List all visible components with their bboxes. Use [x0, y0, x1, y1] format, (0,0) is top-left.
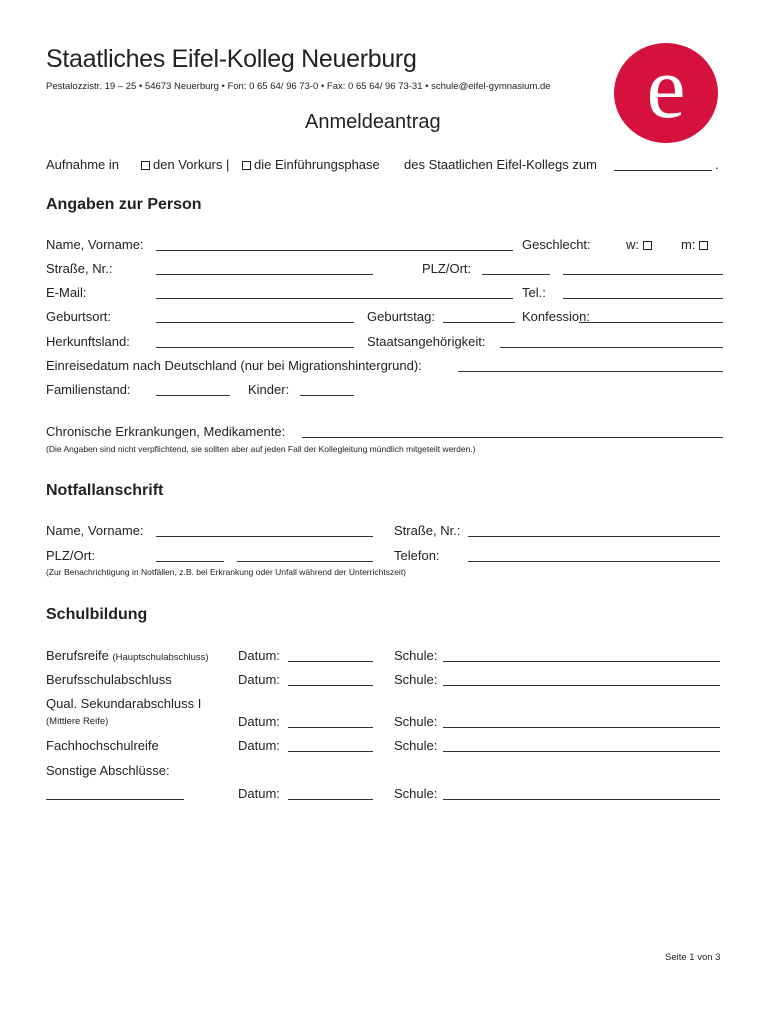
- sonstige-label: Sonstige Abschlüsse:: [46, 763, 170, 778]
- sonstige-schule-label: Schule:: [394, 786, 438, 801]
- geburtsort-label: Geburtsort:: [46, 309, 112, 324]
- notfall-name-label: Name, Vorname:: [46, 523, 144, 538]
- aufnahme-end: .: [715, 157, 719, 172]
- checkbox-m[interactable]: [699, 241, 708, 250]
- fach-datum-field[interactable]: [288, 751, 373, 752]
- notfall-name-field[interactable]: [156, 536, 373, 537]
- kinder-field[interactable]: [300, 395, 354, 396]
- qual-schule-field[interactable]: [443, 727, 720, 728]
- tel-label: Tel.:: [522, 285, 546, 300]
- strasse-label: Straße, Nr.:: [46, 261, 113, 276]
- logo-letter: e: [646, 43, 686, 137]
- berufsreife-datum-label: Datum:: [238, 648, 280, 663]
- aufnahme-date-field[interactable]: [614, 170, 712, 171]
- plz-field[interactable]: [482, 274, 550, 275]
- herkunft-label: Herkunftsland:: [46, 334, 130, 349]
- konfession-label: Konfession:: [522, 309, 590, 324]
- staat-label: Staatsangehörigkeit:: [367, 334, 486, 349]
- einreise-field[interactable]: [458, 371, 723, 372]
- konfession-field[interactable]: [579, 322, 723, 323]
- checkbox-vorkurs[interactable]: [141, 161, 150, 170]
- familienstand-field[interactable]: [156, 395, 230, 396]
- notfall-note: (Zur Benachrichtigung in Notfällen, z.B. bei Erkrankung oder Unfall während der Unterrichtszeit): [46, 567, 407, 577]
- plz-label: PLZ/Ort:: [422, 261, 472, 276]
- fach-schule-field[interactable]: [443, 751, 720, 752]
- sonstige-schule-field[interactable]: [443, 799, 720, 800]
- email-label: E-Mail:: [46, 285, 87, 300]
- qual-datum-label: Datum:: [238, 714, 280, 729]
- berufsschul-schule-label: Schule:: [394, 672, 438, 687]
- berufsschul-label: Berufsschulabschluss: [46, 672, 172, 687]
- name-label: Name, Vorname:: [46, 237, 144, 252]
- chronisch-label: Chronische Erkrankungen, Medikamente:: [46, 424, 286, 439]
- gender-m[interactable]: [681, 237, 711, 252]
- geburtsort-field[interactable]: [156, 322, 354, 323]
- form-title: Anmeldeantrag: [305, 111, 441, 133]
- chronisch-note: (Die Angaben sind nicht verpflichtend, sie sollten aber auf jeden Fall der Kollegleitung mündlich mitgeteilt werden.): [46, 444, 476, 454]
- notfall-telefon-label: Telefon:: [394, 548, 440, 563]
- strasse-field[interactable]: [156, 274, 373, 275]
- notfall-plz-field[interactable]: [156, 561, 224, 562]
- qual-datum-field[interactable]: [288, 727, 373, 728]
- notfall-plz-label: PLZ/Ort:: [46, 548, 96, 563]
- berufsreife-datum-field[interactable]: [288, 661, 373, 662]
- section-schul-heading: Schulbildung: [46, 606, 148, 623]
- herkunft-field[interactable]: [156, 347, 354, 348]
- notfall-strasse-label: Straße, Nr.:: [394, 523, 461, 538]
- sonstige-datum-label: Datum:: [238, 786, 280, 801]
- notfall-strasse-field[interactable]: [468, 536, 720, 537]
- berufsschul-schule-field[interactable]: [443, 685, 720, 686]
- fach-datum-label: Datum:: [238, 738, 280, 753]
- sonstige-datum-field[interactable]: [288, 799, 373, 800]
- staat-field[interactable]: [500, 347, 723, 348]
- fach-schule-label: Schule:: [394, 738, 438, 753]
- checkbox-w[interactable]: [643, 241, 652, 250]
- gender-w[interactable]: [626, 237, 655, 252]
- aufnahme-suffix: des Staatlichen Eifel-Kollegs zum: [404, 157, 597, 172]
- option-vorkurs-label: den Vorkurs |: [153, 157, 230, 172]
- geschlecht-label: Geschlecht:: [522, 237, 591, 252]
- page-number: Seite 1 von 3: [665, 952, 721, 963]
- geburtstag-label: Geburtstag:: [367, 309, 435, 324]
- option-vorkurs[interactable]: [141, 157, 229, 172]
- berufsreife-sub: (Hauptschulabschluss): [112, 652, 209, 663]
- option-einfuehrung-label: die Einführungsphase: [254, 157, 380, 172]
- tel-field[interactable]: [563, 298, 723, 299]
- sonstige-field[interactable]: [46, 799, 184, 800]
- berufsschul-datum-label: Datum:: [238, 672, 280, 687]
- notfall-ort-field[interactable]: [237, 561, 373, 562]
- berufsreife-text: Berufsreife: [46, 648, 109, 663]
- ort-field[interactable]: [563, 274, 723, 275]
- qual-label: Qual. Sekundarabschluss I: [46, 696, 202, 711]
- aufnahme-prefix: Aufnahme in: [46, 157, 119, 172]
- option-einfuehrung[interactable]: [242, 157, 380, 172]
- berufsreife-label: [46, 648, 209, 663]
- school-logo: [614, 43, 718, 143]
- checkbox-einfuehrung[interactable]: [242, 161, 251, 170]
- chronisch-field[interactable]: [302, 437, 723, 438]
- section-notfall-heading: Notfallanschrift: [46, 482, 164, 499]
- kinder-label: Kinder:: [248, 382, 290, 397]
- section-person-heading: Angaben zur Person: [46, 196, 202, 213]
- school-title: Staatliches Eifel-Kolleg Neuerburg: [46, 45, 417, 73]
- einreise-label: Einreisedatum nach Deutschland (nur bei Migrationshintergrund):: [46, 358, 422, 373]
- familienstand-label: Familienstand:: [46, 382, 131, 397]
- email-field[interactable]: [156, 298, 513, 299]
- qual-sub: (Mittlere Reife): [46, 716, 109, 727]
- gender-m-label: m:: [681, 237, 696, 252]
- geburtstag-field[interactable]: [443, 322, 515, 323]
- berufsreife-schule-label: Schule:: [394, 648, 438, 663]
- gender-w-label: w:: [626, 237, 639, 252]
- fach-label: Fachhochschulreife: [46, 738, 159, 753]
- qual-schule-label: Schule:: [394, 714, 438, 729]
- notfall-telefon-field[interactable]: [468, 561, 720, 562]
- name-field[interactable]: [156, 250, 513, 251]
- berufsreife-schule-field[interactable]: [443, 661, 720, 662]
- berufsschul-datum-field[interactable]: [288, 685, 373, 686]
- school-address: Pestalozzistr. 19 – 25 • 54673 Neuerburg • Fon: 0 65 64/ 96 73-0 • Fax: 0 65 64/ 96 73-31 • schule@eifel-gymnasium.de: [46, 81, 551, 92]
